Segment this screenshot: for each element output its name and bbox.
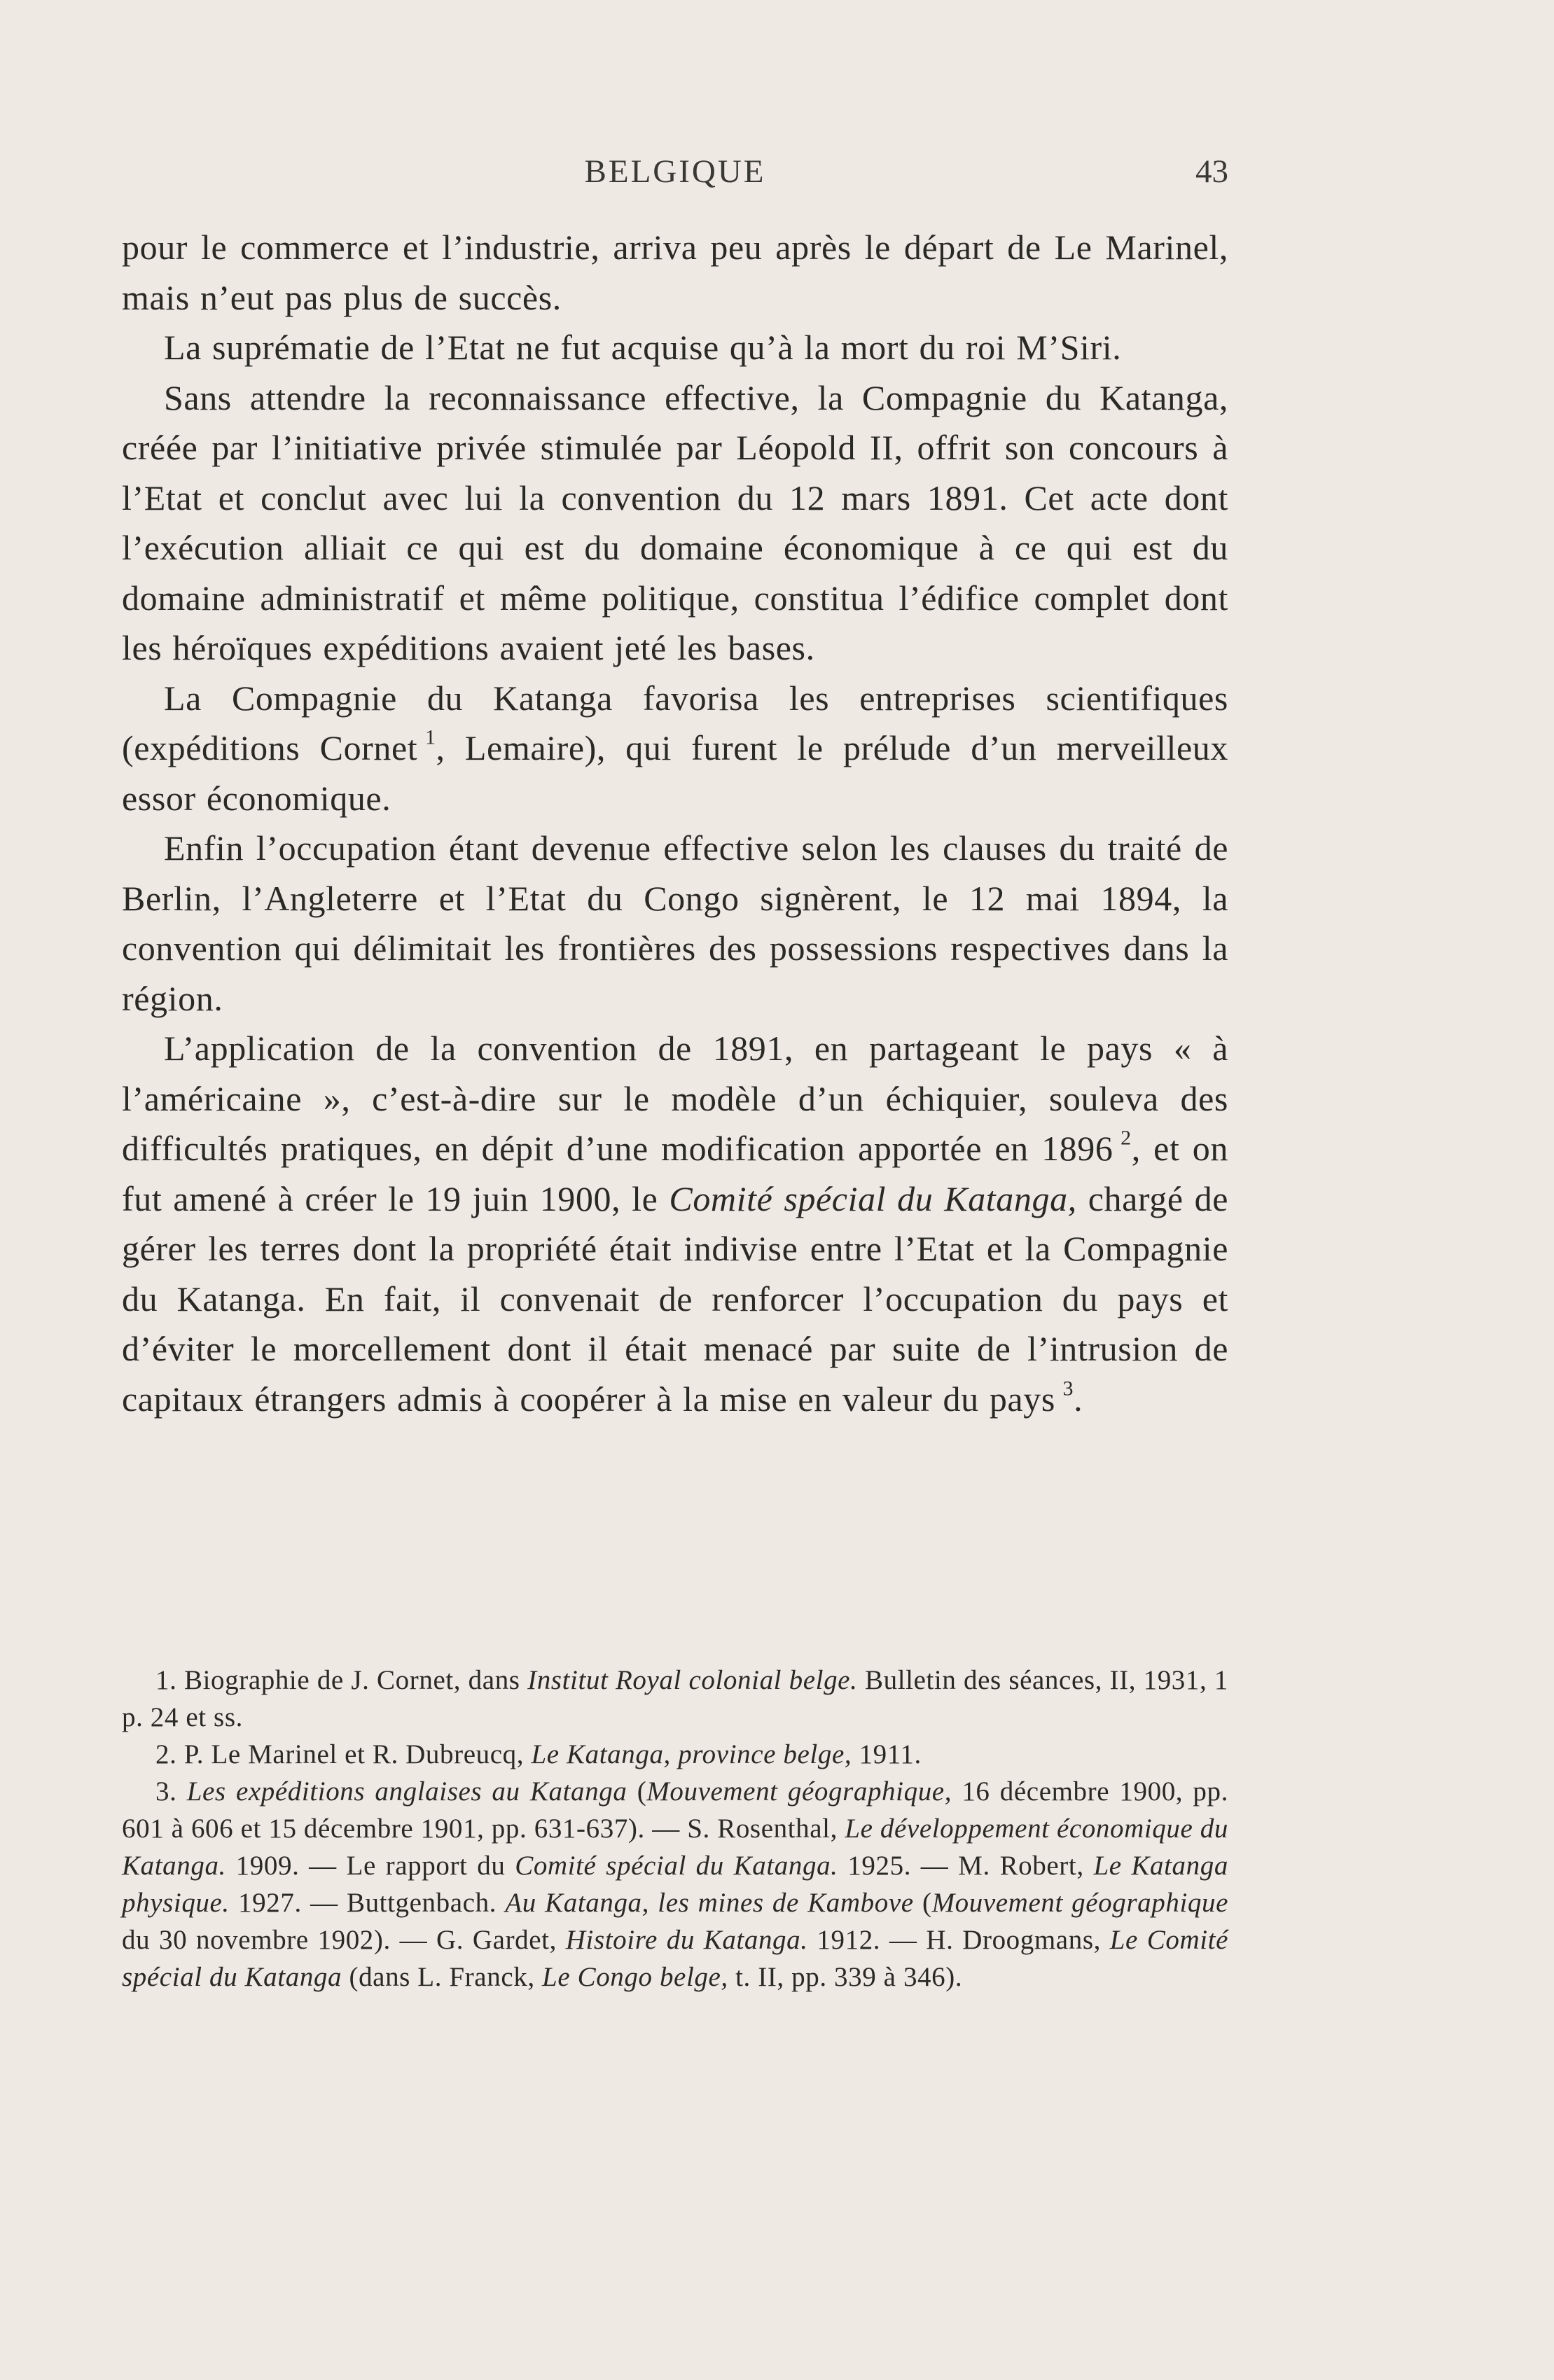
footnote-3-italic: Le Comité spécial du Katanga [122, 1925, 1228, 1992]
paragraph-6-text: L’application de la convention de 1891, en partageant le pays « à l’américaine », c’est-à-dire sur le modèle d’un échiquier, souleva des difficultés pratiques, en dépit d’une modification apportée en 1896 [122, 1029, 1228, 1168]
page-number: 43 [1195, 153, 1228, 190]
footnote-2-text: 2. P. Le Marinel et R. Dubreucq, [155, 1739, 525, 1769]
footnote-3-italic: Au Katanga, les mines de Kambove [505, 1888, 914, 1918]
footnote-3-italic: Comité spécial du Katanga. [515, 1851, 838, 1881]
paragraph [122, 823, 1228, 1024]
paragraph [122, 674, 1228, 824]
paragraph [122, 373, 1228, 674]
body-text [122, 223, 1228, 1424]
paragraph-4-text: La Compagnie du Katanga favorisa les entreprises scientifiques (expéditions Cornet [122, 678, 1228, 767]
footnote-3-text: 1925. — M. Robert, [847, 1851, 1084, 1881]
footnote-3 [122, 1773, 1228, 1996]
footnote-3-italic: Histoire du Katanga. [565, 1925, 808, 1955]
footnote-2 [122, 1736, 1228, 1773]
footnote-3-italic: Le Congo belge, [542, 1962, 728, 1992]
footnote-3-text: t. II, pp. 339 à 346). [735, 1962, 963, 1992]
footnote-3-italic: Mouvement géographique [931, 1888, 1228, 1918]
paragraph-continued [122, 223, 1228, 323]
footnote-ref-3: 3 [1062, 1377, 1074, 1400]
footnote-1-text-cont: Bulletin des séances, II, 1931, 1 p. 24 et ss. [122, 1665, 1228, 1732]
paragraph-6-italic: Comité spécial du Katanga, [669, 1178, 1077, 1218]
paragraph-4-text-cont: , Lemaire), qui furent le prélude d’un merveilleux essor économique. [122, 728, 1229, 818]
footnote-3-text: ( [637, 1776, 647, 1807]
paragraph-1-text: pour le commerce et l’industrie, arriva peu après le départ de Le Marinel, mais n’eut pas plus de succès. [122, 228, 1228, 317]
paragraph-5-text: Enfin l’occupation étant devenue effective selon les clauses du traité de Berlin, l’Angleterre et l’Etat du Congo signèrent, le 12 mai 1894, la convention qui délimitait les frontières des possessions respectives dans la région. [122, 828, 1228, 1018]
paragraph-3-text: Sans attendre la reconnaissance effective, la Compagnie du Katanga, créée par l’initiative privée stimulée par Léopold II, offrit son concours à l’Etat et conclut avec lui la convention du 12 mars 1891. Cet acte dont l’exécution alliait ce qui est du domaine économique à ce qui est du domaine administratif et même politique, constitua l’édifice complet dont les héroïques expéditions avaient jeté les bases. [122, 377, 1228, 667]
footnote-3-italic: Le Katanga physique. [122, 1851, 1228, 1918]
footnote-2-text-cont: 1911. [859, 1739, 922, 1769]
footnote-1 [122, 1662, 1228, 1736]
footnote-3-text: (dans L. Franck, [349, 1962, 535, 1992]
running-head-title: BELGIQUE [584, 153, 766, 190]
paragraph [122, 1024, 1228, 1424]
footnote-3-italic: Le développement économique du Katanga. [122, 1814, 1228, 1881]
footnote-2-italic: Le Katanga, province belge, [531, 1739, 852, 1769]
footnote-3-italic: Les expéditions anglaises au Katanga [186, 1776, 627, 1807]
footnote-1-text: 1. Biographie de J. Cornet, dans [155, 1665, 520, 1695]
footnote-3-number: 3. [155, 1776, 177, 1807]
footnote-3-text: du 30 novembre 1902). — G. Gardet, [122, 1925, 557, 1955]
paragraph-2-text: La suprématie de l’Etat ne fut acquise qu’à la mort du roi M’Siri. [164, 328, 1122, 367]
footnote-3-text: 1927. — Buttgenbach. [238, 1888, 497, 1918]
footnote-3-text: 16 décembre 1900, pp. 601 à 606 et 15 décembre 1901, pp. 631-637). — S. Rosenthal, [122, 1776, 1228, 1844]
footnotes [122, 1662, 1228, 1996]
paragraph-6-text-c: chargé de gérer les terres dont la propriété était indivise entre l’Etat et la Compagnie du Katanga. En fait, il convenait de renforcer l’occupation du pays et d’éviter le morcellement dont il était menacé par suite de l’intrusion de capitaux étrangers admis à coopérer à la mise en valeur du pays [122, 1178, 1228, 1419]
paragraph-6-end: . [1074, 1379, 1083, 1419]
paragraph [122, 323, 1228, 373]
footnote-ref-2: 2 [1121, 1126, 1132, 1150]
footnote-ref-1: 1 [424, 725, 436, 749]
running-head [122, 153, 1228, 202]
book-page [122, 0, 1228, 2380]
footnote-1-italic: Institut Royal colonial belge. [527, 1665, 858, 1695]
footnote-3-text: 1912. — H. Droogmans, [817, 1925, 1101, 1955]
footnote-3-text: ( [922, 1888, 932, 1918]
paragraph-6-text-b: , et on fut amené à créer le 19 juin 1900, le [122, 1129, 1228, 1218]
footnote-3-italic: Mouvement géographique, [646, 1776, 952, 1807]
footnote-3-text: 1909. — Le rapport du [235, 1851, 506, 1881]
